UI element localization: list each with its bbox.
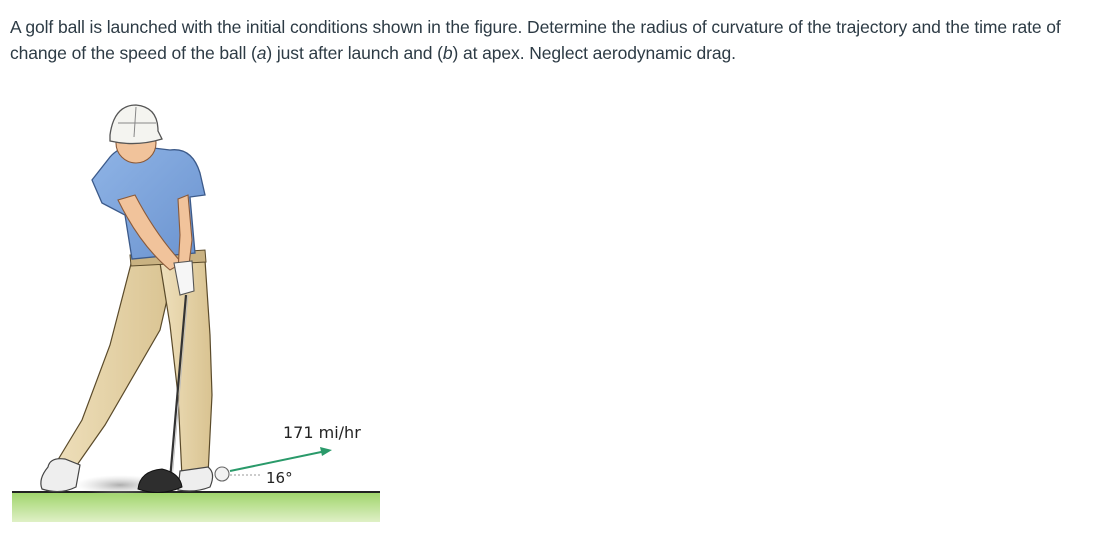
problem-text-3: ) at apex. Neglect aerodynamic drag. <box>452 43 736 63</box>
golfer-figure <box>10 95 390 525</box>
part-a-label: a <box>256 43 267 63</box>
launch-angle-label: 16° <box>266 469 293 487</box>
grass <box>12 492 380 522</box>
golfer-illustration <box>10 95 390 525</box>
problem-text-2: ) just after launch and ( <box>266 43 443 63</box>
problem-statement <box>10 14 1115 66</box>
left-leg <box>50 260 175 475</box>
launch-speed-label: 171 mi/hr <box>283 423 361 442</box>
velocity-arrowhead <box>320 447 332 456</box>
part-b-label: b <box>442 43 453 63</box>
golf-ball <box>215 467 229 481</box>
velocity-arrow <box>230 451 326 471</box>
right-shoe <box>178 467 213 491</box>
left-shoe <box>41 459 80 492</box>
problem-text-1: A golf ball is launched with the initial conditions shown in the figure. Determine the radius of curvature of the trajectory and the time rate of change of the speed of the ball ( <box>10 17 1061 63</box>
club-head <box>138 469 182 493</box>
